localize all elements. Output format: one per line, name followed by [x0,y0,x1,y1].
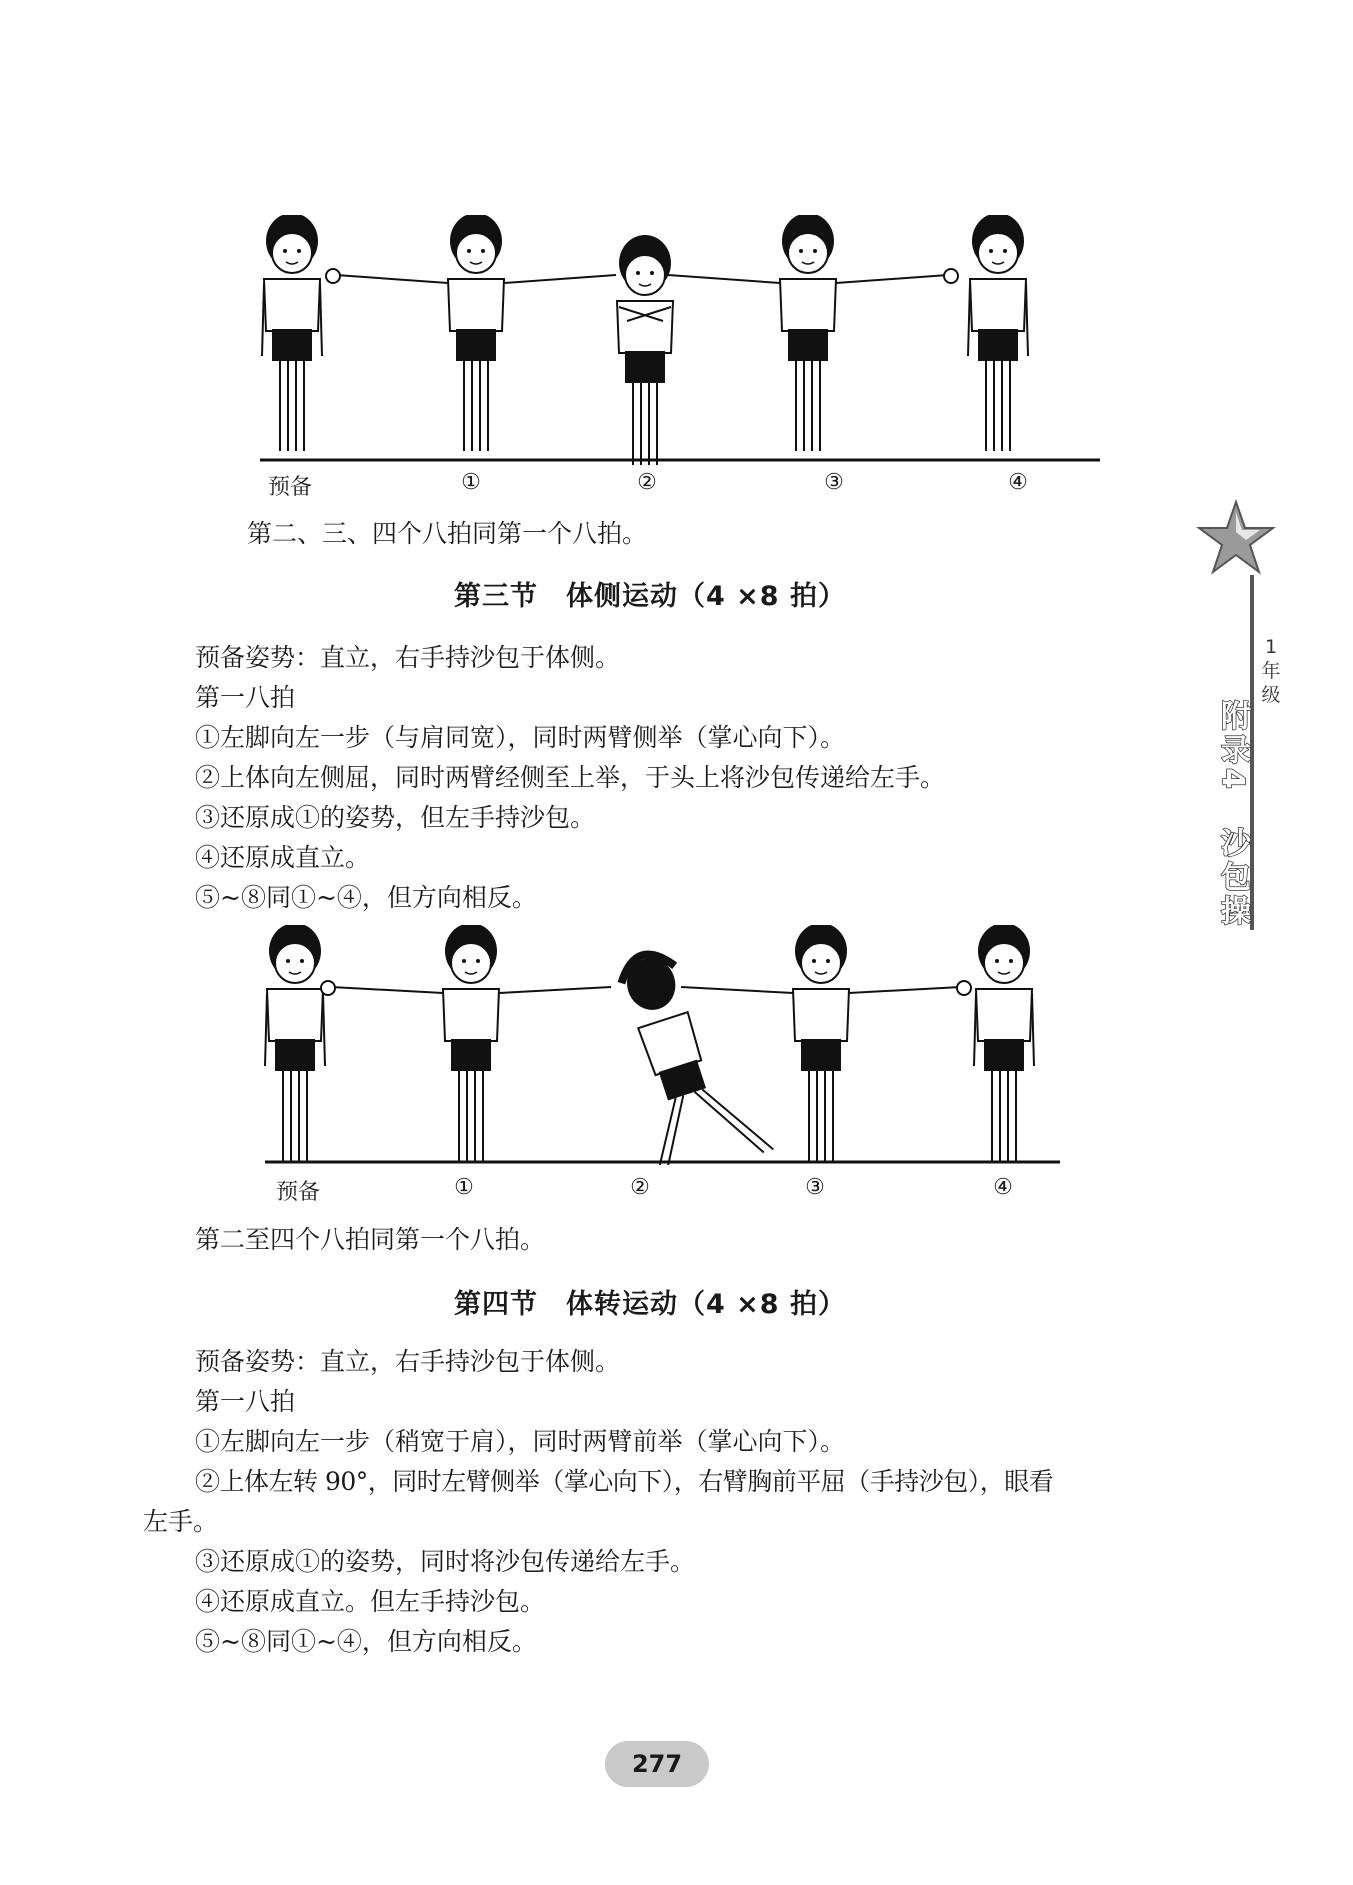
figure-beat3 [681,925,971,1161]
grade-char: 1 [1264,636,1278,658]
caption-beat3: ③ [805,1175,825,1200]
star-icon [1196,498,1276,578]
section3-line: 第一八拍 [195,683,296,712]
section4-line: ③还原成①的姿势，同时将沙包传递给左手。 [195,1547,696,1576]
section3-note: 第二至四个八拍同第一个八拍。 [195,1225,546,1254]
exercise-figures-1 [240,215,1100,465]
section2-note: 第二、三、四个八拍同第一个八拍。 [247,519,648,548]
section4-line: ①左脚向左一步（稍宽于肩），同时两臂前举（掌心向下）。 [195,1427,846,1456]
section4-line: ②上体左转 90°，同时左臂侧举（掌心向下），右臂胸前平屈（手持沙包），眼看 [195,1467,1054,1496]
grade-char: 年 [1261,660,1281,682]
figure1-captions [0,470,1353,500]
caption-beat4: ④ [993,1175,1013,1200]
section3-line: 预备姿势：直立，右手持沙包于体侧。 [195,643,621,672]
section4-line: ④还原成直立。但左手持沙包。 [195,1587,546,1616]
figure-ready [262,215,322,451]
caption-beat4: ④ [1008,470,1028,495]
sidebar-title: 附录4 沙包操 [1215,700,1250,929]
section4-line: 左手。 [143,1507,219,1536]
section3-line: ④还原成直立。 [195,843,371,872]
section4-line: ⑤~⑧同①~④，但方向相反。 [195,1627,537,1656]
caption-ready: 预备 [267,475,313,500]
caption-beat1: ① [461,470,481,495]
section3-line: ①左脚向左一步（与肩同宽），同时两臂侧举（掌心向下）。 [195,723,846,752]
figure-beat3 [668,215,958,451]
sidebar-rule [1250,575,1254,930]
section3-line: ③还原成①的姿势，但左手持沙包。 [195,803,596,832]
caption-beat1: ① [454,1175,474,1200]
figure-ready [265,925,325,1161]
grade-char: 级 [1261,684,1281,706]
section3-line: ⑤~⑧同①~④，但方向相反。 [195,883,537,912]
page-number: 277 [631,1750,683,1778]
figure-section3 [240,925,1070,1165]
caption-beat2: ② [637,470,657,495]
section4-line: 预备姿势：直立，右手持沙包于体侧。 [195,1347,621,1376]
exercise-figures-2 [240,925,1070,1165]
figure-beat4 [968,215,1028,451]
figure-beat1 [321,925,611,1161]
section4-heading: 第四节 体转运动（4 ×8 拍） [454,1289,846,1320]
figure-beat2 [585,935,773,1165]
section3-line: ②上体向左侧屈，同时两臂经侧至上举，于头上将沙包传递给左手。 [195,763,946,792]
figure-beat1 [326,215,616,451]
figure-section2 [240,215,1100,465]
figure-beat2 [617,235,673,465]
caption-ready: 预备 [275,1180,321,1205]
caption-beat2: ② [630,1175,650,1200]
sidebar-grade [1256,635,1286,707]
figure2-captions [0,1175,1353,1205]
section4-line: 第一八拍 [195,1387,296,1416]
section3-heading: 第三节 体侧运动（4 ×8 拍） [454,581,846,612]
caption-beat3: ③ [824,470,844,495]
figure-beat4 [974,925,1034,1161]
